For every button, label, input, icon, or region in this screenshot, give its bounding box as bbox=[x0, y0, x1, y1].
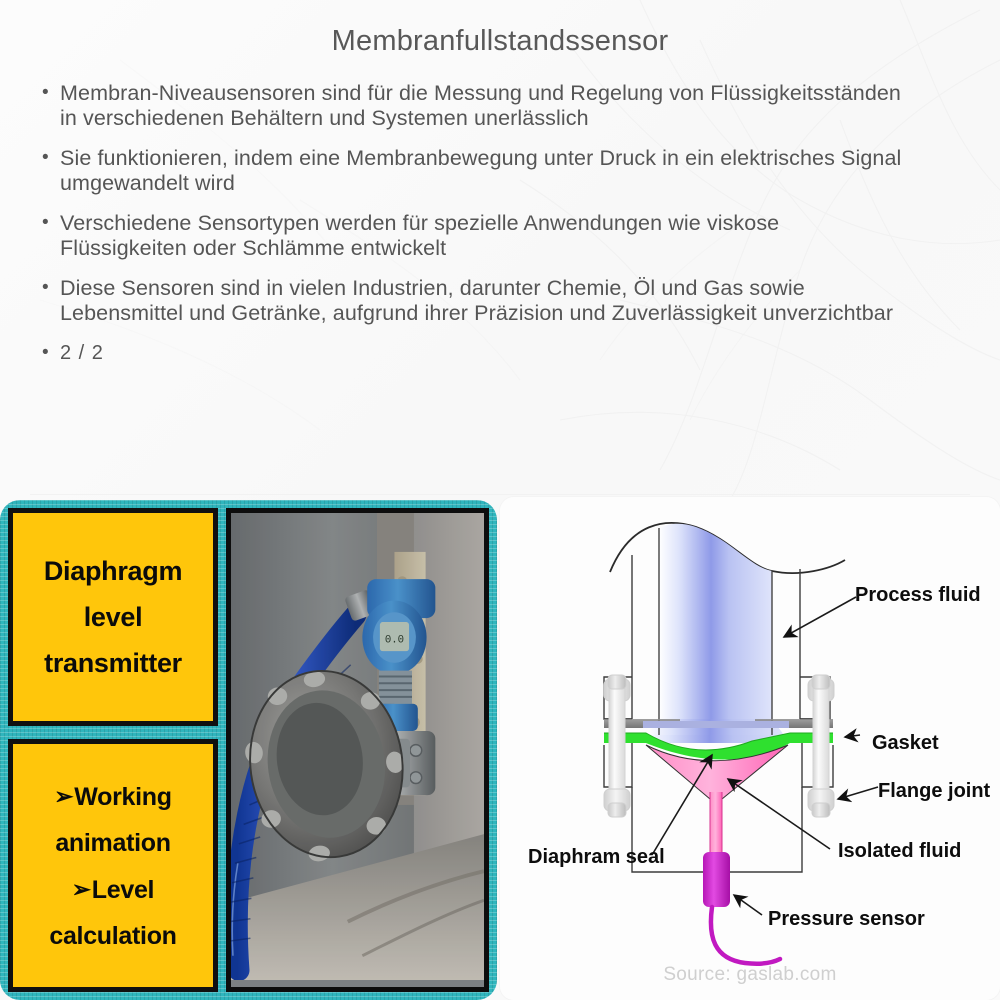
collage-title-box bbox=[8, 508, 218, 726]
arrow-bullet-icon: ➢ bbox=[71, 875, 91, 902]
collage-bullet-2-line1: Level bbox=[91, 875, 155, 904]
label-gasket: Gasket bbox=[872, 732, 939, 754]
list-item: • Sie funktionieren, indem eine Membranbewegung unter Druck in ein elektrisches Signal umgewandelt wird bbox=[42, 146, 910, 197]
collage-bullet-item-2 bbox=[72, 866, 154, 913]
page-title: Membranfullstandssensor bbox=[331, 25, 669, 57]
diaphragm-seal-schematic[interactable] bbox=[500, 497, 1000, 1000]
schematic-graphic bbox=[500, 497, 1000, 1000]
transmitter-photo bbox=[226, 508, 489, 992]
collage-bullet-1-line2: animation bbox=[55, 828, 171, 857]
transmitter-photo-graphic bbox=[231, 513, 484, 980]
summary-bullet-list bbox=[28, 81, 972, 367]
arrow-bullet-icon: ➢ bbox=[54, 782, 74, 809]
collage-bullet-2-line2: calculation bbox=[49, 921, 177, 950]
list-item: • Verschiedene Sensortypen werden für spezielle Anwendungen wie viskose Flüssigkeiten oder Schlämme entwickelt bbox=[42, 211, 910, 262]
label-pressure-sensor: Pressure sensor bbox=[768, 908, 925, 930]
collage-text-column bbox=[8, 508, 218, 992]
collage-title-line1: Diaphragm bbox=[43, 556, 183, 586]
list-item: • Diese Sensoren sind in vielen Industrien, darunter Chemie, Öl und Gas sowie Lebensmittel und Getränke, aufgrund ihrer Präzision und Zuverlässigkeit unverzichtbar bbox=[42, 276, 910, 327]
collage-image[interactable] bbox=[0, 500, 497, 1000]
collage-bullet-1-line1: Working bbox=[74, 782, 172, 811]
article-section bbox=[0, 0, 1000, 495]
collage-bullet-item-1 bbox=[54, 773, 171, 820]
label-process-fluid: Process fluid bbox=[855, 584, 981, 606]
page-counter: • 2 / 2 bbox=[42, 341, 910, 367]
label-flange-joint: Flange joint bbox=[878, 780, 991, 802]
label-diaphram-seal: Diaphram seal bbox=[528, 846, 665, 868]
list-item: • Membran-Niveausensoren sind für die Messung und Regelung von Flüssigkeitsständen in verschiedenen Behältern und Systemen unerlässlich bbox=[42, 81, 910, 132]
source-attribution: Source: gaslab.com bbox=[663, 964, 837, 985]
label-isolated-fluid: Isolated fluid bbox=[838, 840, 962, 862]
collage-inner bbox=[8, 508, 489, 992]
svg-text:0.0: 0.0 bbox=[384, 634, 405, 647]
collage-bullet-box bbox=[8, 739, 218, 992]
section-divider bbox=[30, 494, 970, 495]
collage-title-line2: level bbox=[83, 602, 143, 632]
collage-title-line3: transmitter bbox=[44, 648, 182, 678]
media-row bbox=[0, 497, 1000, 1000]
